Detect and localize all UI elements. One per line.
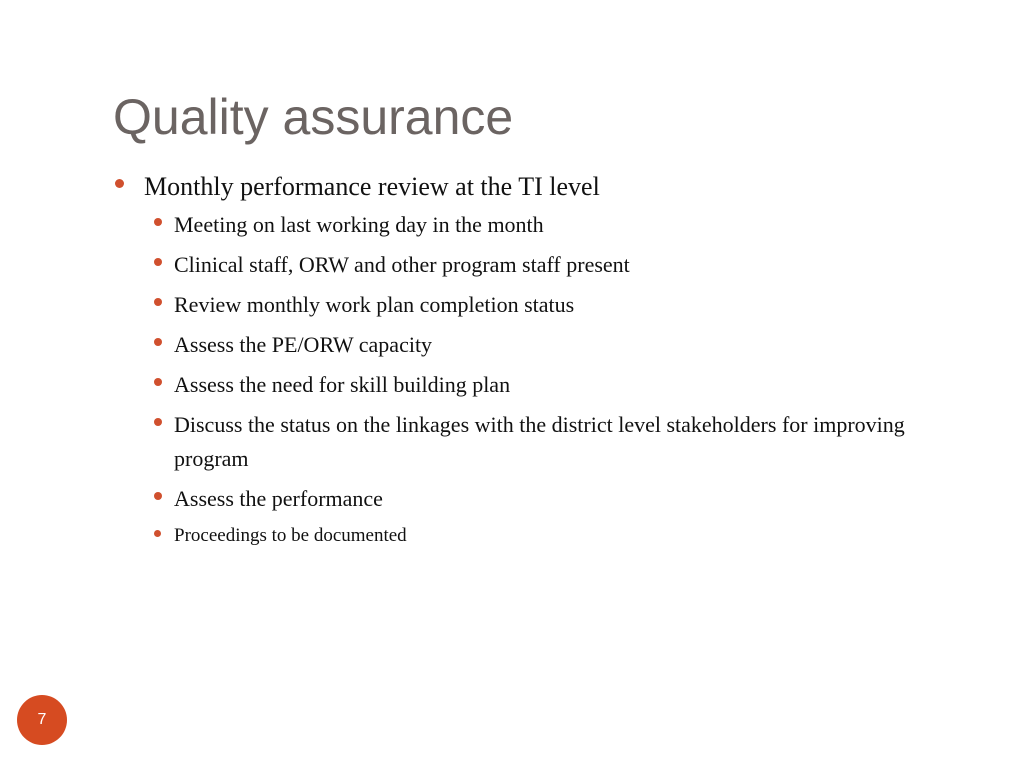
- sub-bullet-item: [144, 288, 914, 322]
- bullet-dot-icon: [154, 338, 162, 346]
- bullet-dot-icon: [154, 492, 162, 500]
- sub-bullet-item: [144, 208, 914, 242]
- bullet-dot-icon: [154, 530, 161, 537]
- page-number: 7: [37, 711, 47, 728]
- sub-bullet-item: [144, 248, 914, 282]
- sub-bullet-item: [144, 408, 914, 476]
- bullet-dot-icon: [154, 258, 162, 266]
- slide-title: Quality assurance: [113, 89, 514, 145]
- sub-bullet-text: Assess the performance: [174, 486, 383, 511]
- sub-bullet-item: [144, 368, 914, 402]
- sub-bullet-item: [144, 328, 914, 362]
- bullet-dot-icon: [154, 218, 162, 226]
- sub-bullet-text: Assess the need for skill building plan: [174, 372, 511, 397]
- sub-bullet-text: Review monthly work plan completion status: [174, 292, 575, 317]
- bullet-text: Monthly performance review at the TI level: [144, 172, 600, 201]
- bullet-dot-icon: [115, 179, 124, 188]
- sub-bullet-text: Proceedings to be documented: [174, 525, 407, 546]
- sub-bullet-item: [144, 522, 914, 550]
- sub-bullet-text: Assess the PE/ORW capacity: [174, 332, 433, 357]
- sub-bullet-text: Clinical staff, ORW and other program staff present: [174, 252, 630, 277]
- bullet-list: [113, 170, 933, 556]
- sub-bullet-list: [144, 208, 933, 550]
- bullet-item: [113, 170, 933, 550]
- bullet-dot-icon: [154, 298, 162, 306]
- page-number-badge: [17, 695, 67, 745]
- bullet-dot-icon: [154, 418, 162, 426]
- sub-bullet-item: [144, 482, 914, 516]
- sub-bullet-text: Discuss the status on the linkages with the district level stakeholders for improving program: [174, 412, 905, 471]
- bullet-dot-icon: [154, 378, 162, 386]
- sub-bullet-text: Meeting on last working day in the month: [174, 212, 544, 237]
